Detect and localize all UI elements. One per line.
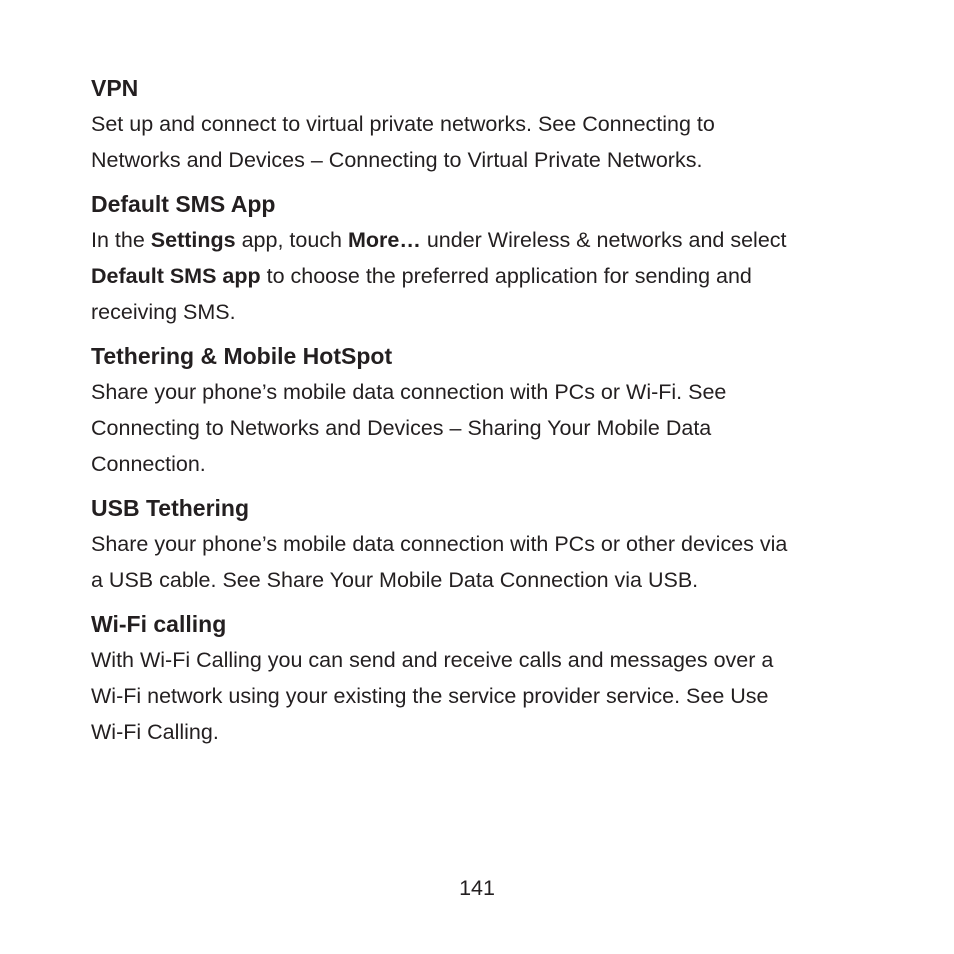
- section-usb-tethering: [91, 490, 881, 598]
- bold-term: Settings: [150, 228, 236, 252]
- paragraph-line: Wi-Fi network using your existing the service provider service. See Use: [91, 684, 769, 708]
- paragraph-line: With Wi-Fi Calling you can send and receive calls and messages over a: [91, 648, 774, 672]
- paragraph-line: Share your phone’s mobile data connection with PCs or other devices via: [91, 532, 788, 556]
- paragraph-line: receiving SMS.: [91, 300, 236, 324]
- section-tethering-hotspot: [91, 338, 881, 482]
- paragraph-line: Set up and connect to virtual private networks. See Connecting to: [91, 112, 715, 136]
- paragraph-line: Wi-Fi Calling.: [91, 720, 219, 744]
- text-run: In the: [91, 228, 151, 252]
- paragraph-line: Networks and Devices – Connecting to Virtual Private Networks.: [91, 148, 703, 172]
- paragraph-line: Share your phone’s mobile data connection with PCs or Wi-Fi. See: [91, 380, 727, 404]
- page-number: 141: [459, 876, 495, 900]
- bold-term: Default SMS app: [91, 264, 261, 288]
- text-run: to choose the preferred application for sending and: [260, 264, 752, 288]
- page-content: [91, 70, 881, 750]
- paragraph-line: Connecting to Networks and Devices – Sharing Your Mobile Data: [91, 416, 712, 440]
- paragraph-line: [91, 222, 881, 258]
- paragraph-line: Connection.: [91, 452, 206, 476]
- section-heading: USB Tethering: [91, 495, 250, 521]
- paragraph-line: a USB cable. See Share Your Mobile Data Connection via USB.: [91, 568, 699, 592]
- section-heading: Default SMS App: [91, 191, 276, 217]
- section-vpn: [91, 70, 881, 178]
- paragraph-line: [91, 258, 881, 294]
- section-heading: Wi-Fi calling: [91, 611, 227, 637]
- text-run: app, touch: [235, 228, 348, 252]
- section-heading: VPN: [91, 75, 139, 101]
- section-default-sms-app: [91, 186, 881, 330]
- section-heading: Tethering & Mobile HotSpot: [91, 343, 393, 369]
- text-run: under Wireless & networks and select: [420, 228, 787, 252]
- bold-term: More…: [347, 228, 421, 252]
- section-wifi-calling: [91, 606, 881, 750]
